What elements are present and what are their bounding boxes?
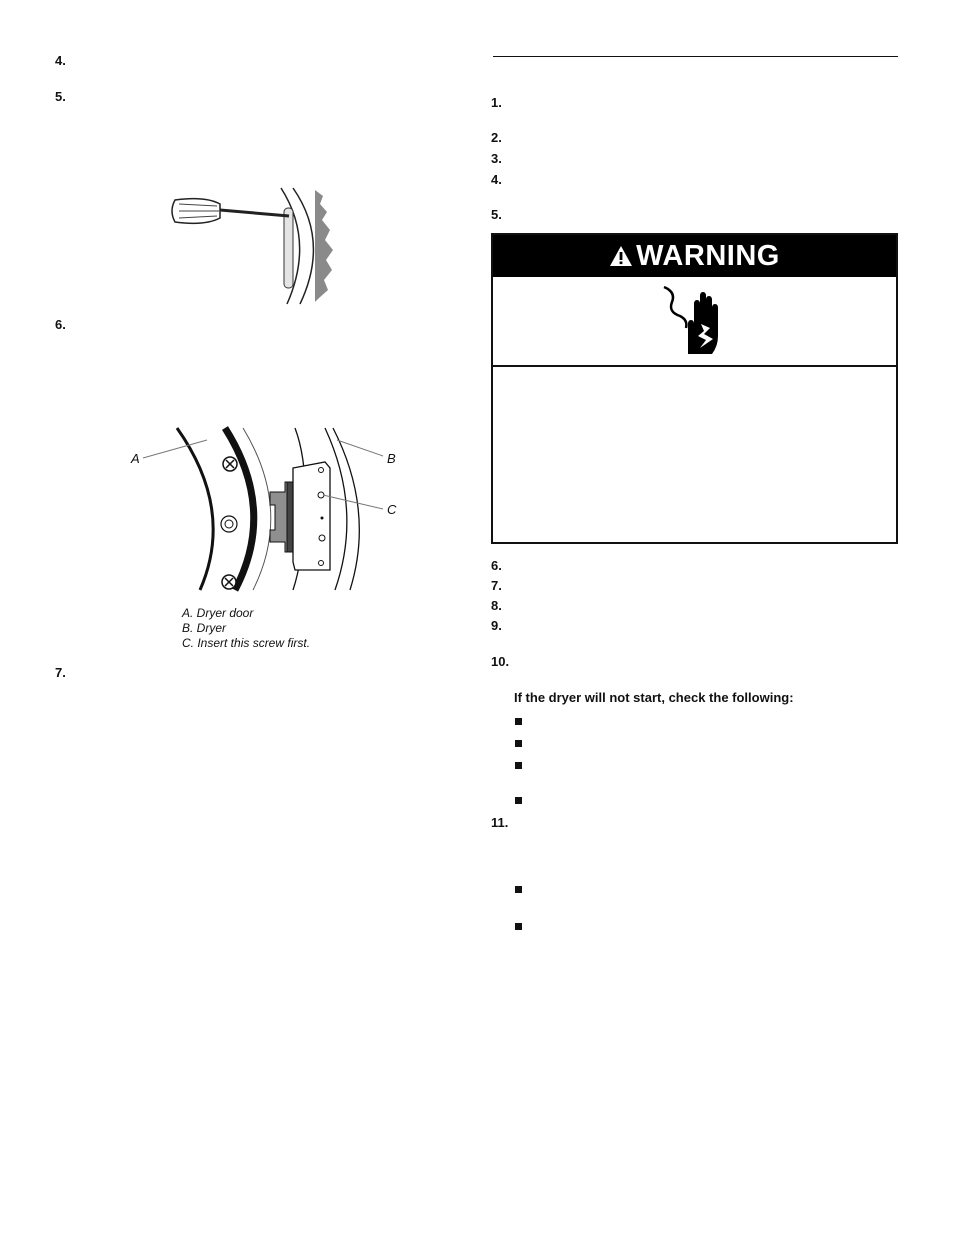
bullet-2 [515,740,522,747]
caption-insert-screw: C. Insert this screw first. [182,636,311,650]
bullet-5 [515,886,522,893]
step-number-r6: 6. [491,558,502,573]
callout-c: C [387,502,397,517]
step-number-r7: 7. [491,578,502,593]
bullet-3 [515,762,522,769]
caption-dryer-door: A. Dryer door [182,606,254,620]
dryer-cabinet-shading [315,190,333,302]
warning-header [493,235,896,277]
electrical-shock-hand-icon [660,284,730,358]
step-number-r4: 4. [491,172,502,187]
step-number-r9: 9. [491,618,502,633]
warning-icon-panel [493,277,896,367]
warning-title: WARNING [636,239,780,272]
step-number-r5: 5. [491,207,502,222]
step-number-r2: 2. [491,130,502,145]
step-number-6: 6. [55,317,66,332]
callout-b: B [387,451,396,466]
callout-a: A [131,451,140,466]
step-number-r1: 1. [491,95,502,110]
caption-dryer: B. Dryer [182,621,227,635]
step-number-r8: 8. [491,598,502,613]
hinge-slot [284,208,293,288]
check-heading: If the dryer will not start, check the following: [514,690,794,705]
screwdriver-illustration [165,186,350,306]
dryer-door-outer-arc [177,428,213,590]
section-rule [493,56,898,57]
step-number-r3: 3. [491,151,502,166]
hinge-assembly-illustration [125,420,405,600]
screwdriver-shaft [220,210,289,216]
step-number-7: 7. [55,665,66,680]
warning-box [491,233,898,544]
step-number-5: 5. [55,89,66,104]
bullet-1 [515,718,522,725]
bullet-6 [515,923,522,930]
step-number-r11: 11. [491,815,509,830]
bullet-4 [515,797,522,804]
step-number-r10: 10. [491,654,510,669]
warning-triangle-icon [609,245,633,267]
hinge-plate [293,462,330,570]
step-number-4: 4. [55,53,66,68]
